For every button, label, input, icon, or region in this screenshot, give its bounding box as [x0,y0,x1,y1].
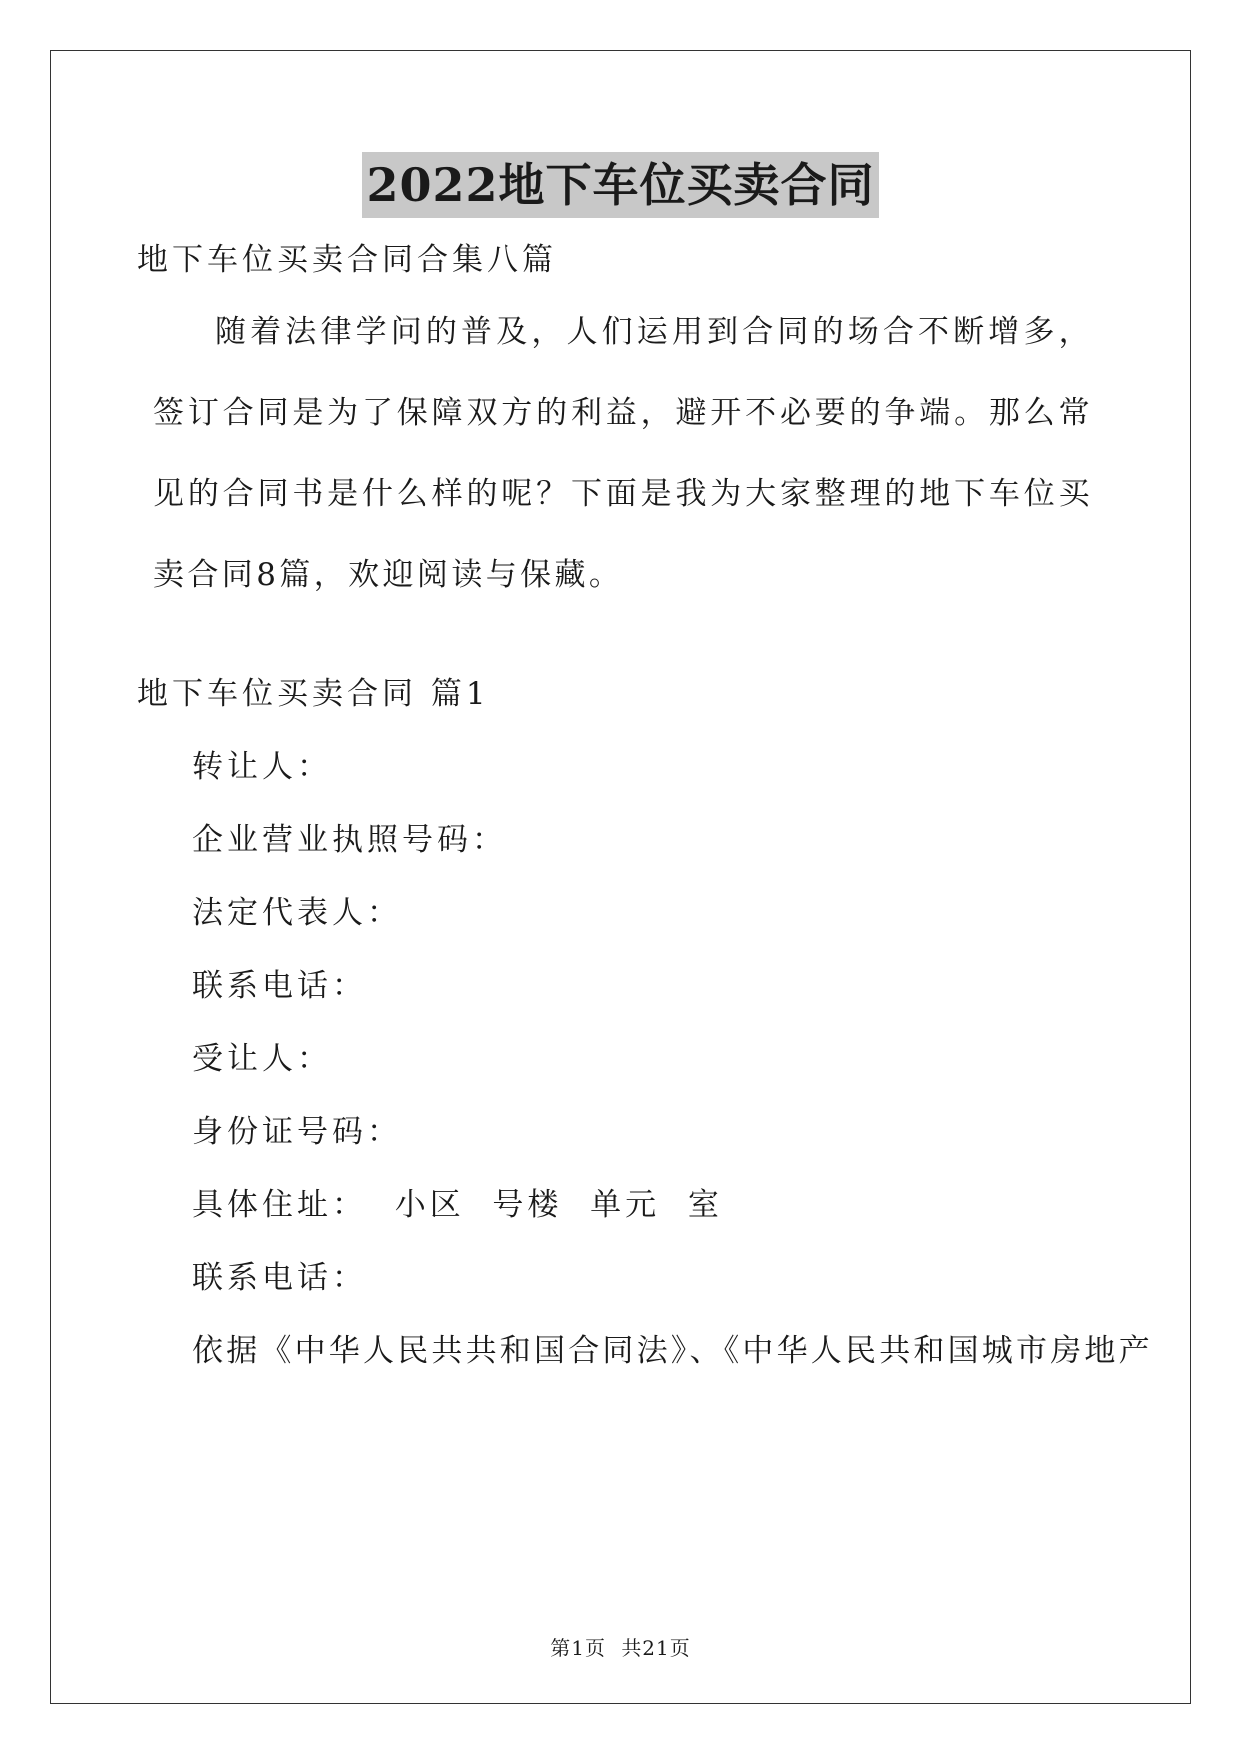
field-address: 具体住址： 小区 号楼 单元 室 [192,1187,723,1223]
field-phone-transferee: 联系电话： [192,1260,367,1296]
field-phone-transferor: 联系电话： [192,968,367,1004]
field-business-license: 企业营业执照号码： [192,822,507,858]
legal-basis-line: 依据《中华人民共共和国合同法》、《中华人民共和国城市房地产 [192,1333,1153,1369]
section-heading: 地下车位买卖合同 篇1 [137,676,490,712]
page-footer [0,1632,1241,1661]
document-title: 2022地下车位买卖合同 [362,152,878,218]
page-number: 第1页 [550,1636,606,1660]
field-transferee: 受让人： [192,1041,332,1077]
title-container [0,152,1241,218]
document-subtitle: 地下车位买卖合同合集八篇 [137,242,557,278]
field-legal-representative: 法定代表人： [192,895,402,931]
field-transferor: 转让人： [192,749,332,785]
field-id-number: 身份证号码： [192,1114,402,1150]
page-total: 共21页 [621,1636,691,1660]
intro-paragraph: 随着法律学问的普及，人们运用到合同的场合不断增多，签订合同是为了保障双方的利益，避开不必要的争端。那么常见的合同书是什么样的呢？下面是我为大家整理的地下车位买卖合同8篇，欢迎阅读与保藏。 [153,314,1093,593]
